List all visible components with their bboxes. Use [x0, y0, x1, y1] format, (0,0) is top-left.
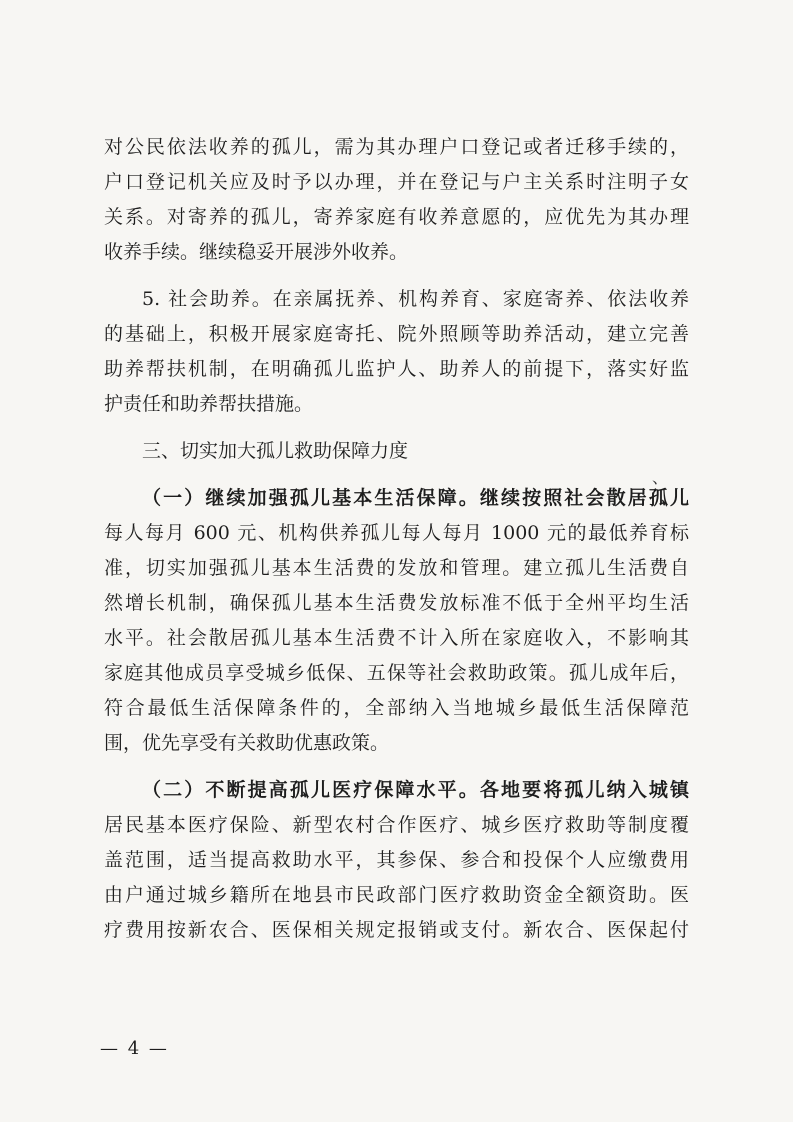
- subsection-heading: （二）不断提高孤儿医疗保障水平。各地要将孤儿纳入城镇: [142, 779, 689, 801]
- text-line: 由户通过城乡籍所在地县市民政部门医疗救助资金全额资助。医: [104, 884, 689, 906]
- section-heading: 三、切实加大孤儿救助保障力度: [142, 440, 409, 462]
- page-number: — 4 —: [100, 1038, 169, 1059]
- text-line: 的基础上，积极开展家庭寄托、院外照顾等助养活动，建立完善: [104, 323, 689, 345]
- text-line: 助养帮扶机制，在明确孤儿监护人、助养人的前提下，落实好监: [104, 358, 689, 380]
- text-line: 疗费用按新农合、医保相关规定报销或支付。新农合、医保起付: [104, 919, 689, 941]
- stray-mark: 、: [652, 468, 669, 487]
- text-line: 然增长机制，确保孤儿基本生活费发放标准不低于全州平均生活: [104, 592, 689, 614]
- subsection-heading: （一）继续加强孤儿基本生活保障。继续按照社会散居孤儿: [142, 487, 689, 509]
- body-text: [104, 130, 689, 948]
- text-line: 每人每月 600 元、机构供养孤儿每人每月 1000 元的最低养育标: [104, 522, 689, 544]
- text-line: 对公民依法收养的孤儿，需为其办理户口登记或者迁移手续的，: [104, 136, 689, 158]
- text-line: 户口登记机关应及时予以办理，并在登记与户主关系时注明子女: [104, 171, 689, 193]
- text-line: 准，切实加强孤儿基本生活费的发放和管理。建立孤儿生活费自: [104, 557, 689, 579]
- text-line: 关系。对寄养的孤儿，寄养家庭有收养意愿的，应优先为其办理: [104, 206, 689, 228]
- text-line: 收养手续。继续稳妥开展涉外收养。: [104, 241, 409, 263]
- text-line: 水平。社会散居孤儿基本生活费不计入所在家庭收入，不影响其: [104, 627, 689, 649]
- text-line: 家庭其他成员享受城乡低保、五保等社会救助政策。孤儿成年后，: [104, 662, 689, 684]
- text-line: 盖范围，适当提高救助水平，其参保、参合和投保个人应缴费用: [104, 849, 689, 871]
- text-line: 护责任和助养帮扶措施。: [104, 393, 314, 415]
- text-line: 符合最低生活保障条件的，全部纳入当地城乡最低生活保障范: [104, 697, 689, 719]
- text-line: 居民基本医疗保险、新型农村合作医疗、城乡医疗救助等制度覆: [104, 814, 689, 836]
- text-line: 围，优先享受有关救助优惠政策。: [104, 732, 390, 754]
- text-line: 5. 社会助养。在亲属抚养、机构养育、家庭寄养、依法收养: [142, 288, 689, 310]
